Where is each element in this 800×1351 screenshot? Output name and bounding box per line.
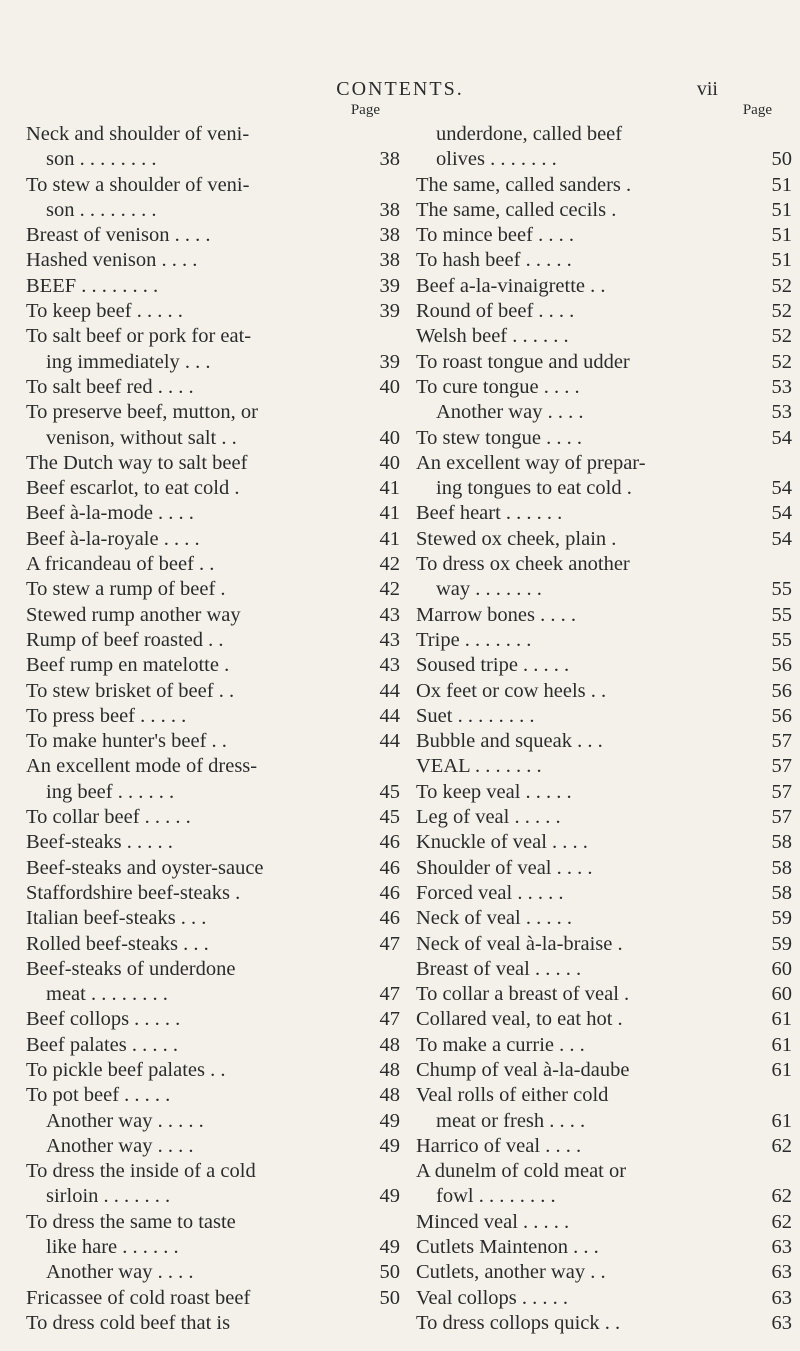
entry-page-number: 50 — [379, 1261, 400, 1284]
entry-title: BEEF . . . . . . . . — [26, 274, 159, 297]
contents-entry — [26, 476, 400, 501]
contents-entry — [416, 1134, 792, 1159]
entry-page-number — [348, 173, 400, 198]
entry-title: To salt beef or pork for eat- — [26, 325, 252, 348]
contents-entry — [26, 603, 400, 628]
contents-entry — [416, 881, 792, 906]
entry-page-number: 46 — [379, 907, 400, 930]
entry-title: fowl . . . . . . . . — [436, 1185, 556, 1208]
entry-title: Beef heart . . . . . . — [416, 502, 563, 525]
entry-title: To salt beef red . . . . — [26, 375, 194, 398]
contents-entry — [416, 653, 792, 678]
entry-title: Neck of veal à-la-braise . — [416, 932, 623, 955]
entry-page-number: 56 — [771, 704, 792, 727]
entry-page-number: 46 — [379, 856, 400, 879]
entry-title: underdone, called beef — [436, 123, 623, 145]
entry-title: To cure tongue . . . . — [416, 375, 580, 398]
entry-page-number: 41 — [379, 527, 400, 550]
contents-entry — [416, 1083, 792, 1108]
entry-title: The Dutch way to salt beef — [26, 451, 248, 474]
contents-column-right — [416, 102, 792, 1336]
entry-title: Beef-steaks . . . . . — [26, 831, 173, 854]
entry-page-number: 57 — [771, 806, 792, 829]
contents-entry — [416, 426, 792, 451]
entry-page-number: 40 — [379, 451, 400, 474]
contents-entry — [416, 248, 792, 273]
entry-page-number — [348, 400, 400, 425]
entry-page-number: 54 — [771, 477, 792, 500]
entry-title: Neck and shoulder of veni- — [26, 123, 250, 145]
entry-title: To pickle beef palates . . — [26, 1058, 226, 1081]
entry-page-number: 53 — [771, 401, 792, 424]
contents-entry — [26, 932, 400, 957]
contents-entry — [416, 932, 792, 957]
entry-page-number: 43 — [379, 603, 400, 626]
entry-title: Beef rump en matelotte . — [26, 654, 230, 677]
contents-entry — [416, 754, 792, 779]
entry-title: Tripe . . . . . . . — [416, 628, 532, 651]
contents-entry — [416, 1286, 792, 1311]
entry-title: meat . . . . . . . . — [46, 983, 168, 1006]
entry-page-number — [348, 1311, 400, 1336]
contents-entry — [416, 577, 792, 602]
contents-entry — [26, 856, 400, 881]
entry-title: To make a currie . . . — [416, 1033, 585, 1056]
contents-entry — [416, 729, 792, 754]
entry-title: Beef-steaks and oyster-sauce — [26, 856, 264, 879]
page-column-label: Page — [350, 102, 380, 118]
entry-page-number: 49 — [379, 1134, 400, 1157]
entry-page-number: 45 — [379, 780, 400, 803]
entry-title: Suet . . . . . . . . — [416, 704, 535, 727]
entry-title: Beef a-la-vinaigrette . . — [416, 274, 606, 297]
entry-title: Cutlets Maintenon . . . — [416, 1236, 599, 1259]
contents-entry — [416, 603, 792, 628]
entry-title: To dress ox cheek another — [416, 553, 630, 576]
contents-entry — [26, 223, 400, 248]
entry-title: Stewed rump another way — [26, 603, 241, 626]
contents-entry — [416, 856, 792, 881]
entry-title: To hash beef . . . . . — [416, 249, 572, 272]
entry-page-number — [348, 1210, 400, 1235]
contents-entry — [26, 1184, 400, 1209]
contents-entry — [416, 223, 792, 248]
contents-entry — [416, 704, 792, 729]
contents-entry — [416, 527, 792, 552]
contents-entry — [26, 653, 400, 678]
entry-page-number: 55 — [771, 603, 792, 626]
entry-title: To make hunter's beef . . — [26, 730, 227, 753]
entry-page-number: 58 — [771, 831, 792, 854]
contents-entry — [416, 957, 792, 982]
entry-page-number: 47 — [379, 983, 400, 1006]
entry-title: Ox feet or cow heels . . — [416, 679, 607, 702]
entry-title: To mince beef . . . . — [416, 224, 574, 247]
entry-title: ing immediately . . . — [46, 350, 211, 373]
contents-entry — [26, 1083, 400, 1108]
contents-entry — [26, 173, 400, 198]
entry-page-number: 38 — [379, 148, 400, 171]
contents-entry — [26, 375, 400, 400]
entry-title: sirloin . . . . . . . — [46, 1185, 171, 1208]
contents-entry — [26, 1235, 400, 1260]
contents-entry — [416, 805, 792, 830]
contents-entry — [26, 299, 400, 324]
entry-title: To dress collops quick . . — [416, 1311, 621, 1334]
entry-title: Soused tripe . . . . . — [416, 654, 570, 677]
entry-title: A dunelm of cold meat or — [416, 1160, 627, 1183]
entry-page-number: 50 — [771, 148, 792, 171]
entry-page-number: 56 — [771, 654, 792, 677]
contents-entry — [416, 1007, 792, 1032]
entry-title: An excellent way of prepar- — [416, 451, 646, 474]
entry-page-number — [348, 754, 400, 779]
entry-page-number: 62 — [771, 1210, 792, 1233]
entry-title: Forced veal . . . . . — [416, 881, 564, 904]
entry-page-number: 61 — [771, 1008, 792, 1031]
contents-entry — [416, 679, 792, 704]
entry-page-number: 43 — [379, 654, 400, 677]
entry-title: Beef palates . . . . . — [26, 1033, 178, 1056]
entry-title: Another way . . . . — [436, 401, 584, 424]
entry-page-number: 38 — [379, 249, 400, 272]
entry-title: To stew tongue . . . . — [416, 426, 582, 449]
entry-title: son . . . . . . . . — [46, 198, 157, 221]
contents-entry — [26, 957, 400, 982]
contents-entry — [26, 552, 400, 577]
entry-page-number: 51 — [771, 249, 792, 272]
entry-title: Another way . . . . . — [46, 1109, 204, 1132]
contents-entry — [416, 476, 792, 501]
entry-title: Breast of venison . . . . — [26, 224, 211, 247]
entry-page-number: 54 — [771, 502, 792, 525]
contents-entry — [26, 805, 400, 830]
entry-page-number: 47 — [379, 1008, 400, 1031]
entry-page-number: 46 — [379, 831, 400, 854]
contents-entry — [26, 830, 400, 855]
entry-title: Beef à-la-royale . . . . — [26, 527, 200, 550]
entry-page-number: 57 — [771, 755, 792, 778]
entry-title: Collared veal, to eat hot . — [416, 1008, 623, 1031]
entry-page-number: 50 — [379, 1286, 400, 1309]
entry-title: olives . . . . . . . — [436, 148, 557, 171]
entry-title: To pot beef . . . . . — [26, 1084, 171, 1107]
entry-page-number: 57 — [771, 730, 792, 753]
entry-page-number: 52 — [771, 325, 792, 348]
entry-title: To stew brisket of beef . . — [26, 679, 235, 702]
entry-title: Hashed venison . . . . — [26, 249, 198, 272]
entry-page-number: 47 — [379, 932, 400, 955]
contents-entry — [26, 628, 400, 653]
contents-entry — [416, 1311, 792, 1336]
entry-page-number: 62 — [771, 1185, 792, 1208]
entry-page-number: 51 — [771, 224, 792, 247]
contents-entry — [26, 1109, 400, 1134]
contents-entry — [416, 552, 792, 577]
entry-page-number: 55 — [771, 628, 792, 651]
contents-entry — [416, 628, 792, 653]
contents-entry — [26, 501, 400, 526]
entry-page-number: 54 — [771, 426, 792, 449]
entry-page-number: 58 — [771, 881, 792, 904]
contents-entry — [26, 1286, 400, 1311]
entry-page-number — [348, 324, 400, 349]
entry-title: Neck of veal . . . . . — [416, 907, 572, 930]
entry-title: Rolled beef-steaks . . . — [26, 932, 209, 955]
entry-page-number: 52 — [771, 274, 792, 297]
contents-entry — [416, 173, 792, 198]
entry-title: Beef à-la-mode . . . . — [26, 502, 194, 525]
contents-entry — [416, 830, 792, 855]
contents-entry — [416, 198, 792, 223]
entry-page-number: 49 — [379, 1236, 400, 1259]
entry-title: Beef-steaks of underdone — [26, 957, 236, 980]
contents-entry — [416, 375, 792, 400]
entry-title: Veal rolls of either cold — [416, 1084, 609, 1107]
contents-entry — [26, 906, 400, 931]
entry-title: To roast tongue and udder — [416, 350, 630, 373]
entry-title: Stewed ox cheek, plain . — [416, 527, 617, 550]
entry-page-number: 60 — [771, 983, 792, 1006]
contents-entry — [416, 1184, 792, 1209]
entry-title: To collar a breast of veal . — [416, 983, 630, 1006]
entry-page-number: 38 — [379, 198, 400, 221]
entry-page-number: 57 — [771, 780, 792, 803]
contents-entry — [26, 577, 400, 602]
entry-page-number: 56 — [771, 679, 792, 702]
contents-entry — [416, 906, 792, 931]
entry-page-number: 63 — [771, 1286, 792, 1309]
page-number: vii — [696, 78, 718, 100]
entry-page-number: 39 — [379, 350, 400, 373]
contents-entry — [416, 1159, 792, 1184]
entry-page-number: 48 — [379, 1084, 400, 1107]
entry-page-number — [348, 957, 400, 982]
entry-page-number: 42 — [379, 553, 400, 576]
entry-page-number — [348, 122, 400, 147]
entry-page-number: 63 — [771, 1311, 792, 1334]
entry-page-number: 40 — [379, 375, 400, 398]
contents-entry — [416, 1260, 792, 1285]
entry-title: To press beef . . . . . — [26, 704, 187, 727]
entry-list — [416, 122, 792, 1336]
contents-entry — [416, 1109, 792, 1134]
contents-entry — [416, 1058, 792, 1083]
entry-title: Cutlets, another way . . — [416, 1261, 606, 1284]
contents-entry — [26, 147, 400, 172]
contents-entry — [26, 274, 400, 299]
contents-entry — [26, 1260, 400, 1285]
entry-title: like hare . . . . . . — [46, 1236, 179, 1259]
contents-entry — [26, 527, 400, 552]
entry-title: A fricandeau of beef . . — [26, 553, 215, 576]
entry-page-number — [740, 552, 792, 577]
entry-page-number: 39 — [379, 300, 400, 323]
contents-entry — [416, 274, 792, 299]
entry-title: The same, called sanders . — [416, 173, 632, 196]
entry-page-number — [740, 1083, 792, 1108]
entry-title: Chump of veal à-la-daube — [416, 1058, 630, 1081]
entry-page-number: 59 — [771, 932, 792, 955]
entry-title: Rump of beef roasted . . — [26, 628, 224, 651]
entry-title: meat or fresh . . . . — [436, 1109, 586, 1132]
entry-title: ing beef . . . . . . — [46, 780, 175, 803]
contents-entry — [416, 982, 792, 1007]
entry-title: To dress the inside of a cold — [26, 1160, 256, 1183]
entry-page-number: 49 — [379, 1185, 400, 1208]
contents-entry — [26, 982, 400, 1007]
entry-page-number: 41 — [379, 502, 400, 525]
entry-page-number: 45 — [379, 806, 400, 829]
entry-title: Staffordshire beef-steaks . — [26, 881, 241, 904]
entry-title: An excellent mode of dress- — [26, 755, 258, 778]
contents-entry — [26, 729, 400, 754]
entry-page-number: 61 — [771, 1058, 792, 1081]
contents-entry — [26, 400, 400, 425]
entry-title: Another way . . . . — [46, 1134, 194, 1157]
entry-title: Knuckle of veal . . . . — [416, 831, 588, 854]
contents-entry — [26, 780, 400, 805]
contents-entry — [26, 1058, 400, 1083]
entry-page-number: 38 — [379, 224, 400, 247]
entry-page-number — [740, 122, 792, 147]
entry-page-number: 44 — [379, 679, 400, 702]
contents-entry — [26, 324, 400, 349]
contents-entry — [416, 122, 792, 147]
entry-page-number — [740, 451, 792, 476]
entry-page-number: 44 — [379, 704, 400, 727]
entry-page-number: 42 — [379, 578, 400, 601]
contents-entry — [26, 881, 400, 906]
entry-page-number: 41 — [379, 477, 400, 500]
entry-title: Leg of veal . . . . . — [416, 806, 561, 829]
contents-entry — [416, 400, 792, 425]
contents-entry — [26, 1007, 400, 1032]
contents-entry — [26, 198, 400, 223]
entry-page-number: 59 — [771, 907, 792, 930]
contents-entry — [26, 451, 400, 476]
entry-page-number: 53 — [771, 375, 792, 398]
entry-title: To dress cold beef that is — [26, 1311, 231, 1334]
entry-page-number: 62 — [771, 1134, 792, 1157]
entry-page-number: 52 — [771, 350, 792, 373]
entry-page-number: 46 — [379, 881, 400, 904]
entry-page-number: 51 — [771, 173, 792, 196]
contents-entry — [26, 704, 400, 729]
contents-column-left — [26, 102, 400, 1336]
contents-entry — [26, 1159, 400, 1184]
entry-page-number: 48 — [379, 1058, 400, 1081]
contents-entry — [26, 248, 400, 273]
contents-entry — [26, 350, 400, 375]
entry-title: Fricassee of cold roast beef — [26, 1286, 251, 1309]
entry-page-number: 43 — [379, 628, 400, 651]
entry-title: Italian beef-steaks . . . — [26, 907, 207, 930]
contents-entry — [416, 1033, 792, 1058]
entry-title: son . . . . . . . . — [46, 148, 157, 171]
contents-entry — [26, 122, 400, 147]
contents-entry — [26, 679, 400, 704]
entry-title: To collar beef . . . . . — [26, 806, 191, 829]
entry-title: ing tongues to eat cold . — [436, 477, 632, 500]
entry-title: To preserve beef, mutton, or — [26, 401, 258, 424]
contents-entry — [26, 1033, 400, 1058]
page-title: CONTENTS. — [336, 78, 464, 100]
entry-title: Beef escarlot, to eat cold . — [26, 477, 240, 500]
entry-title: To stew a rump of beef . — [26, 578, 226, 601]
entry-title: VEAL . . . . . . . — [416, 755, 542, 778]
entry-page-number: 61 — [771, 1109, 792, 1132]
contents-entry — [26, 1210, 400, 1235]
entry-page-number: 63 — [771, 1261, 792, 1284]
entry-page-number: 48 — [379, 1033, 400, 1056]
entry-title: The same, called cecils . — [416, 198, 617, 221]
entry-page-number: 54 — [771, 527, 792, 550]
entry-list — [26, 122, 400, 1336]
entry-title: Another way . . . . — [46, 1261, 194, 1284]
contents-entry — [416, 350, 792, 375]
entry-title: way . . . . . . . — [436, 578, 542, 601]
entry-title: Minced veal . . . . . — [416, 1210, 570, 1233]
entry-page-number: 61 — [771, 1033, 792, 1056]
contents-entry — [416, 147, 792, 172]
contents-entry — [416, 299, 792, 324]
entry-page-number: 44 — [379, 730, 400, 753]
entry-page-number — [740, 1159, 792, 1184]
entry-page-number: 52 — [771, 300, 792, 323]
entry-title: Breast of veal . . . . . — [416, 957, 582, 980]
contents-entry — [416, 324, 792, 349]
entry-page-number: 49 — [379, 1109, 400, 1132]
page-column-label: Page — [742, 102, 772, 118]
entry-page-number: 58 — [771, 856, 792, 879]
entry-title: Marrow bones . . . . — [416, 603, 576, 626]
entry-page-number — [348, 1159, 400, 1184]
entry-page-number: 39 — [379, 274, 400, 297]
entry-title: venison, without salt . . — [46, 426, 237, 449]
contents-entry — [416, 780, 792, 805]
entry-title: Beef collops . . . . . — [26, 1008, 181, 1031]
entry-title: Shoulder of veal . . . . — [416, 856, 593, 879]
entry-title: To dress the same to taste — [26, 1210, 236, 1233]
contents-entry — [26, 754, 400, 779]
entry-title: To stew a shoulder of veni- — [26, 173, 250, 196]
entry-title: Round of beef . . . . — [416, 300, 575, 323]
entry-title: To keep veal . . . . . — [416, 780, 572, 803]
contents-entry — [416, 451, 792, 476]
contents-entry — [26, 1134, 400, 1159]
entry-page-number: 51 — [771, 198, 792, 221]
entry-page-number: 55 — [771, 578, 792, 601]
entry-title: To keep beef . . . . . — [26, 300, 183, 323]
contents-entry — [26, 426, 400, 451]
contents-entry — [416, 1235, 792, 1260]
entry-page-number: 40 — [379, 426, 400, 449]
entry-title: Welsh beef . . . . . . — [416, 325, 569, 348]
contents-entry — [416, 1210, 792, 1235]
entry-title: Harrico of veal . . . . — [416, 1134, 582, 1157]
contents-entry — [26, 1311, 400, 1336]
entry-title: Veal collops . . . . . — [416, 1286, 569, 1309]
entry-title: Bubble and squeak . . . — [416, 730, 603, 753]
entry-page-number: 60 — [771, 957, 792, 980]
entry-page-number: 63 — [771, 1236, 792, 1259]
contents-entry — [416, 501, 792, 526]
